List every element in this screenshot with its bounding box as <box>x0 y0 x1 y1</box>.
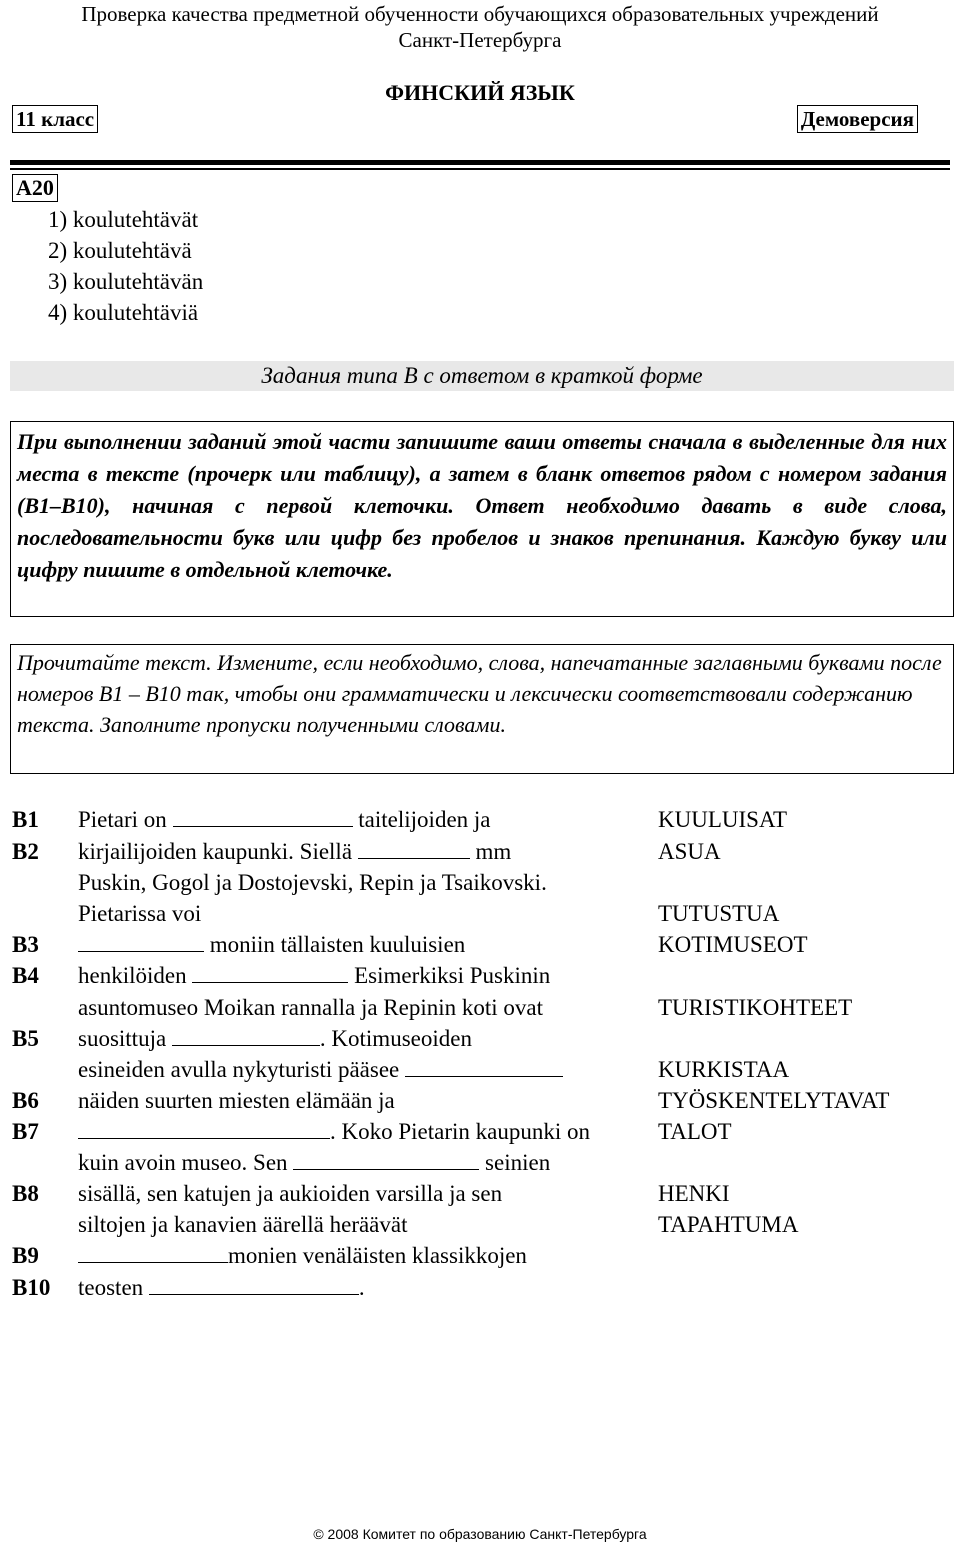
keyword: TURISTIKOHTEET <box>658 995 853 1020</box>
text-line: Pietari on taitelijoiden ja <box>78 807 491 832</box>
item-number: B5 <box>12 1026 39 1051</box>
text-line: teosten . <box>78 1275 365 1300</box>
keyword: TAPAHTUMA <box>658 1212 799 1237</box>
instructions-box <box>10 421 954 617</box>
header-divider-thin <box>10 168 950 170</box>
item-number: B6 <box>12 1088 39 1113</box>
answer-blank[interactable] <box>172 1025 320 1046</box>
keyword: HENKI <box>658 1181 730 1206</box>
text-line: näiden suurten miesten elämään ja <box>78 1088 395 1113</box>
answer-blank[interactable] <box>78 1242 228 1263</box>
answer-blank[interactable] <box>149 1274 359 1295</box>
header-title-line1: Проверка качества предметной обученности обучающихся образовательных учреждений <box>81 2 879 26</box>
answer-blank[interactable] <box>173 806 353 827</box>
task-prompt-box <box>10 644 954 774</box>
answer-blank[interactable] <box>293 1149 479 1170</box>
text-line: esineiden avulla nykyturisti pääsee <box>78 1054 563 1085</box>
text-line: . Koko Pietarin kaupunki on <box>78 1116 590 1147</box>
item-number: B7 <box>12 1119 39 1144</box>
answer-blank[interactable] <box>358 838 470 859</box>
section-b-title: Задания типа В с ответом в краткой форме <box>10 361 954 391</box>
item-number: B10 <box>12 1275 51 1300</box>
answer-option: 3) koulutehtävän <box>48 269 204 294</box>
item-number: B2 <box>12 839 39 864</box>
instructions-text: При выполнении заданий этой части запишите ваши ответы сначала в выделенные для них места в тексте (прочерк или таблицу), а затем в бланк ответов рядом с номером задания (В1–В10), начиная с первой клеточки. Ответ необходимо давать в виде слова, последовательности букв или цифр без пробелов и знаков препинания. Каждую букву или цифру пишите в отдельной клеточке. <box>17 429 947 582</box>
answer-option: 2) koulutehtävä <box>48 238 192 263</box>
text-line: kirjailijoiden kaupunki. Siellä mm <box>78 839 512 864</box>
answer-blank[interactable] <box>405 1056 563 1077</box>
answer-blank[interactable] <box>78 1118 330 1139</box>
item-number: B3 <box>12 932 39 957</box>
grade-label: 11 класс <box>12 105 98 133</box>
keyword: TYÖSKENTELYTAVAT <box>658 1088 890 1113</box>
item-number: B4 <box>12 963 39 988</box>
text-line: Puskin, Gogol ja Dostojevski, Repin ja Tsaikovski. <box>78 870 547 895</box>
text-line: henkilöiden Esimerkiksi Puskinin <box>78 963 551 988</box>
subject-title: ФИНСКИЙ ЯЗЫК <box>385 80 575 105</box>
item-number: B8 <box>12 1181 39 1206</box>
keyword: KURKISTAA <box>658 1057 790 1082</box>
keyword: KUULUISAT <box>658 807 788 832</box>
keyword: TUTUSTUA <box>658 901 780 926</box>
answer-blank[interactable] <box>78 931 204 952</box>
header-divider <box>10 160 950 165</box>
answer-option: 1) koulutehtävät <box>48 207 199 232</box>
footer-copyright: © 2008 Комитет по образованию Санкт-Петербурга <box>313 1526 647 1542</box>
answer-blank[interactable] <box>192 962 348 983</box>
version-label: Демоверсия <box>797 105 918 133</box>
question-a20-label: А20 <box>12 174 58 202</box>
text-line: kuin avoin museo. Sen seinien <box>78 1150 551 1175</box>
item-number: B1 <box>12 807 39 832</box>
text-line: asuntomuseo Moikan rannalla ja Repinin koti ovat <box>78 995 544 1020</box>
text-line: sisällä, sen katujen ja aukioiden varsilla ja sen <box>78 1181 503 1206</box>
text-line: Pietarissa voi <box>78 901 202 926</box>
text-line: moniin tällaisten kuuluisien <box>78 929 465 960</box>
item-number: B9 <box>12 1243 39 1268</box>
text-line: suosittuja . Kotimuseoiden <box>78 1026 472 1051</box>
task-prompt: Прочитайте текст. Измените, если необходимо, слова, напечатанные заглавными буквами после номеров В1 – В10 так, чтобы они грамматически и лексически соответствовали содержанию текста. Заполните пропуски полученными словами. <box>17 650 942 737</box>
keyword: KOTIMUSEOT <box>658 932 808 957</box>
answer-option: 4) koulutehtäviä <box>48 300 199 325</box>
keyword: ASUA <box>658 839 721 864</box>
keyword: TALOT <box>658 1119 732 1144</box>
text-line: monien venäläisten klassikkojen <box>78 1240 527 1271</box>
text-line: siltojen ja kanavien äärellä heräävät <box>78 1212 408 1237</box>
header-title-line2: Санкт-Петербурга <box>398 28 562 52</box>
